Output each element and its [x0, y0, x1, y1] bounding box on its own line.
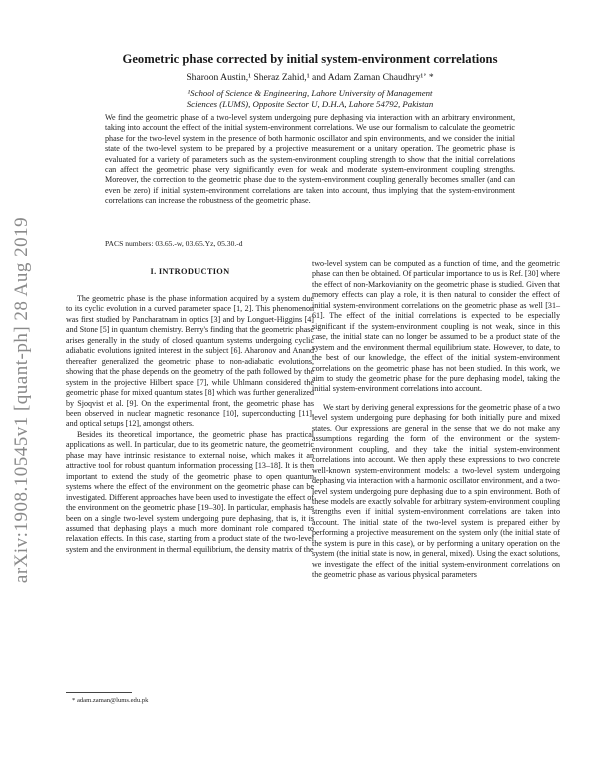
footnote-email: * adam.zaman@lums.edu.pk	[72, 697, 149, 704]
affiliation-line-1: ¹School of Science & Engineering, Lahore University of Management	[187, 88, 433, 98]
abstract-text: We find the geometric phase of a two-level system undergoing pure dephasing via interaction with an arbitrary environment, taking into account the effect of the initial system-environment correlations. We use our formalism to calculate the geometric phase for the two-level system in the presence of both harmonic oscillator and spin environments, and we consider the initial state of the two-level system to be prepared by a projective measurement or a unitary operation. The geometric phase is evaluated for a variety of parameters such as the system-environment coupling strength to show that the initial correlations can affect the geometric phase very significantly even for weak and moderate system-environment coupling strengths. Moreover, the correction to the geometric phase due to the system-environment coupling generally becomes smaller (and can even be zero) if initial system-environment correlations are taken into account, thus implying that the system-environment correlations can increase the robustness of the geometric phase.	[105, 113, 515, 206]
intro-paragraph-3: two-level system can be computed as a function of time, and the geometric phase can then be obtained. Of particular importance to us is Ref. [30] where the effect of non-Markovianity on the geometric phase is studied. Given that memory effects can play a role, it is then natural to consider the effect of initial system-environment correlations on the geometric phase as well [31–61]. The effect of the initial correlations is expected to be especially significant if the system-environment coupling is not weak, since in this case, the initial state can no longer be assumed to be a product state of the system and the environment thermal equilibrium state. However, to date, to the best of our knowledge, the effect of the initial system-environment correlations on the geometric phase has not been studied. In this work, we aim to study the geometric phase for the pure dephasing model, taking the initial system-environment correlations into account.	[312, 259, 560, 394]
footnote-rule	[66, 692, 132, 693]
intro-paragraph-2: Besides its theoretical importance, the geometric phase has practical applications as well. In particular, due to its geometric nature, the geometric phase may have intrinsic resistance to external noise, which makes it an attractive tool for robust quantum information processing [13–18]. It is then important to extend the study of the geometric phase to open quantum systems where the effect of the environment on the geometric phase can be investigated. Different approaches have been used to investigate the effect of the environment on the geometric phase [19–30]. In particular, emphasis has been on a single two-level system undergoing pure dephasing, that is, it is assumed that dephasing plays a much more dominant role compared to relaxation effects. In this case, starting from a product state of the two-level system and the environment in thermal equilibrium, the density matrix of the	[66, 429, 314, 554]
paragraph-gap	[312, 395, 560, 403]
arxiv-identifier-sidebar	[2, 180, 42, 620]
affiliation-line-2: Sciences (LUMS), Opposite Sector U, D.H.A, Lahore 54792, Pakistan	[186, 99, 434, 109]
abstract	[105, 113, 515, 207]
paper-title: Geometric phase corrected by initial system-environment correlations	[122, 52, 498, 66]
section-heading-introduction: I. INTRODUCTION	[150, 267, 230, 276]
author-list: Sharoon Austin,¹ Sheraz Zahid,¹ and Adam Zaman Chaudhry¹ʼ *	[186, 72, 434, 83]
arxiv-identifier-text: arXiv:1908.10545v1 [quant-ph] 28 Aug 2019	[11, 216, 32, 584]
author-affiliation	[140, 88, 480, 110]
right-column	[312, 259, 560, 581]
intro-paragraph-1: The geometric phase is the phase information acquired by a system due to its cyclic evolution in a curved parameter space [1, 2]. This phenomenon was first studied by Pancharatnam in optics [3] and by Longuet-Higgins [4] and Stone [5] in quantum chemistry. Berry's finding that the geometric phase arises generally in the study of closed quantum systems undergoing cyclic adiabatic evolutions ignited interest in the subject [6]. Aharonov and Anand thereafter generalized the geometric phase to non-adiabatic evolutions, showing that the phase depends on the geometry of the path followed by the system in the projective Hilbert space [7], while Uhlmann considered the geometric phase for mixed quantum states [8] which was further generalized by Sjoqvist et al. [9]. On the experimental front, the geometric phase has been observed in nuclear magnetic resonance [10], superconducting [11], and optical setups [12], amongst others.	[66, 294, 314, 429]
intro-paragraph-4: We start by deriving general expressions for the geometric phase of a two level system undergoing pure dephasing for both initially pure and mixed states. Our expressions are general in the sense that we do not make any assumptions regarding the form of the environment or the system-environment coupling, and they take the initial system-environment correlations into account. We then apply these expressions to two concrete well-known system-environment models: a two-level system undergoing dephasing via interaction with a harmonic oscillator environment, and a two-level system undergoing pure dephasing due to a spin environment. Both of these models are exactly solvable for arbitrary system-environment coupling strengths even if initial system-environment correlations are taken into account. The initial state of the two-level system is prepared either by performing a projective measurement on the system only (the initial state of the system is pure in this case), or by performing a unitary operation on the system (the initial state is now, in general, mixed). Using the exact solutions, we investigate the effect of the initial system-environment correlations on the geometric phase as various physical parameters	[312, 402, 560, 580]
left-column	[66, 294, 314, 555]
pacs-numbers: PACS numbers: 03.65.-w, 03.65.Yz, 05.30.-d	[105, 239, 243, 248]
